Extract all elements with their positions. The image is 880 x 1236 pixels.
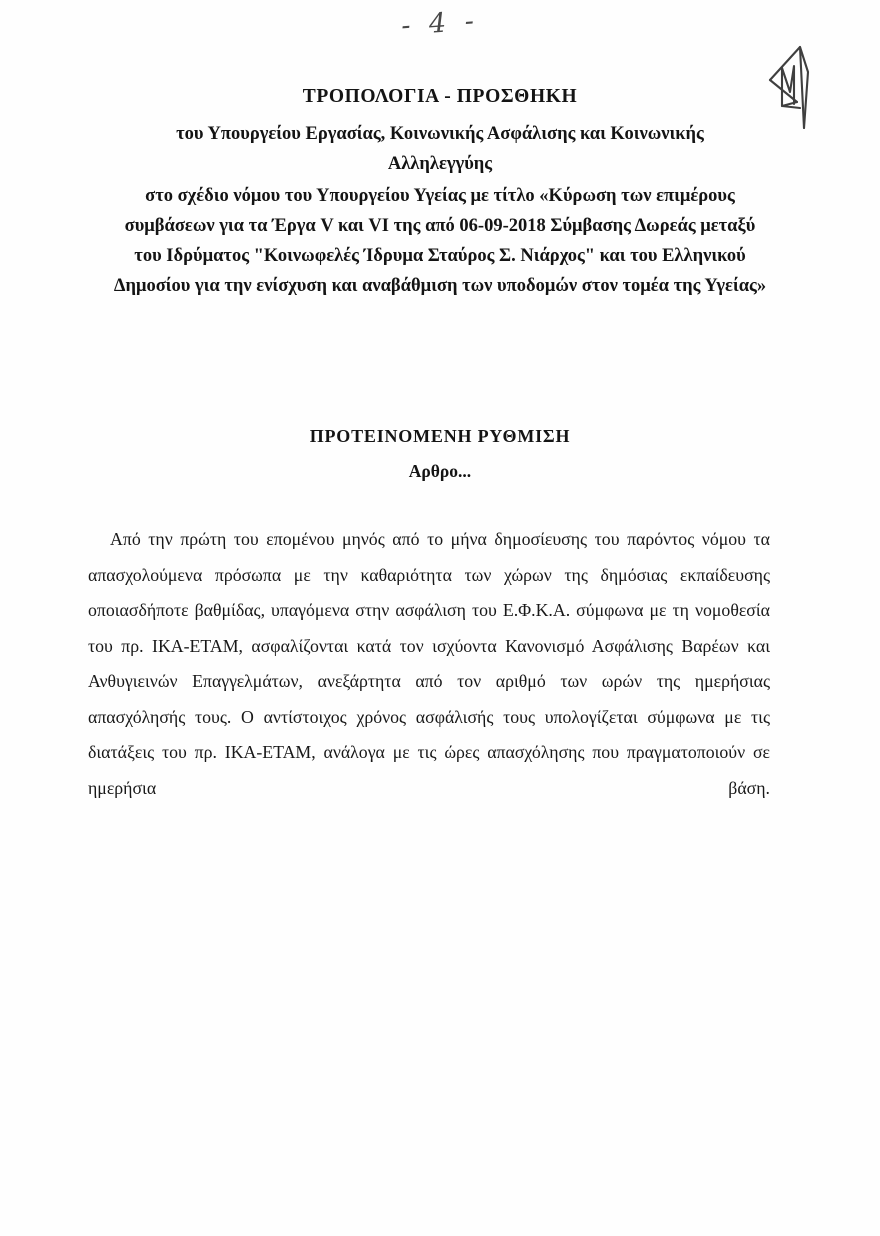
handwritten-page-number: - 4 - bbox=[400, 5, 480, 42]
title-block bbox=[110, 86, 770, 302]
article-heading: Αρθρο... bbox=[408, 461, 472, 481]
bill-reference-line: στο σχέδιο νόμου του Υπουργείου Υγείας με τίτλο «Κύρωση των επιμέρους συμβάσεων για τα Έργα V και VI της από 06-09-2018 Σύμβασης Δωρεάς μεταξύ του Ιδρύματος "Κοινωφελές Ίδρυμα Σταύρος Σ. Νιάρχος" και του Ελληνικού Δημοσίου για την ενίσχυση και αναβάθμιση των υποδομών στον τομέα της Υγείας» bbox=[113, 185, 767, 296]
proposed-regulation-heading: ΠΡΟΤΕΙΝΟΜΕΝΗ ΡΥΘΜΙΣΗ bbox=[309, 426, 571, 446]
body-text-block bbox=[88, 522, 770, 842]
ministry-line: του Υπουργείου Εργασίας, Κοινωνικής Ασφάλισης και Κοινωνικής Αλληλεγγύης bbox=[176, 124, 704, 174]
document-title: ΤΡΟΠΟΛΟΓΙΑ - ΠΡΟΣΘΗΚΗ bbox=[302, 86, 578, 107]
body-paragraph: Από την πρώτη του επομένου μηνός από το μήνα δημοσίευσης του παρόντος νόμου τα απασχολούμενα πρόσωπα με την καθαριότητα των χώρων της δημόσιας εκπαίδευσης οποιασδήποτε βαθμίδας, υπαγόμενα στην ασφάλιση του Ε.Φ.Κ.Α. σύμφωνα με τη νομοθεσία του πρ. ΙΚΑ-ΕΤΑΜ, ασφαλίζονται κατά τον ισχύοντα Κανονισμό Ασφάλισης Βαρέων και Ανθυγιεινών Επαγγελμάτων, ανεξάρτητα από τον αριθμό των ωρών της ημερήσιας απασχόλησής τους. Ο αντίστοιχος χρόνος ασφάλισής τους υπολογίζεται σύμφωνα με τις διατάξεις του πρ. ΙΚΑ-ΕΤΑΜ, ανάλογα με τις ώρες απασχόλησης που πραγματοποιούν σε ημερήσια βάση. bbox=[88, 529, 770, 798]
handwritten-initials-mark bbox=[760, 36, 832, 132]
